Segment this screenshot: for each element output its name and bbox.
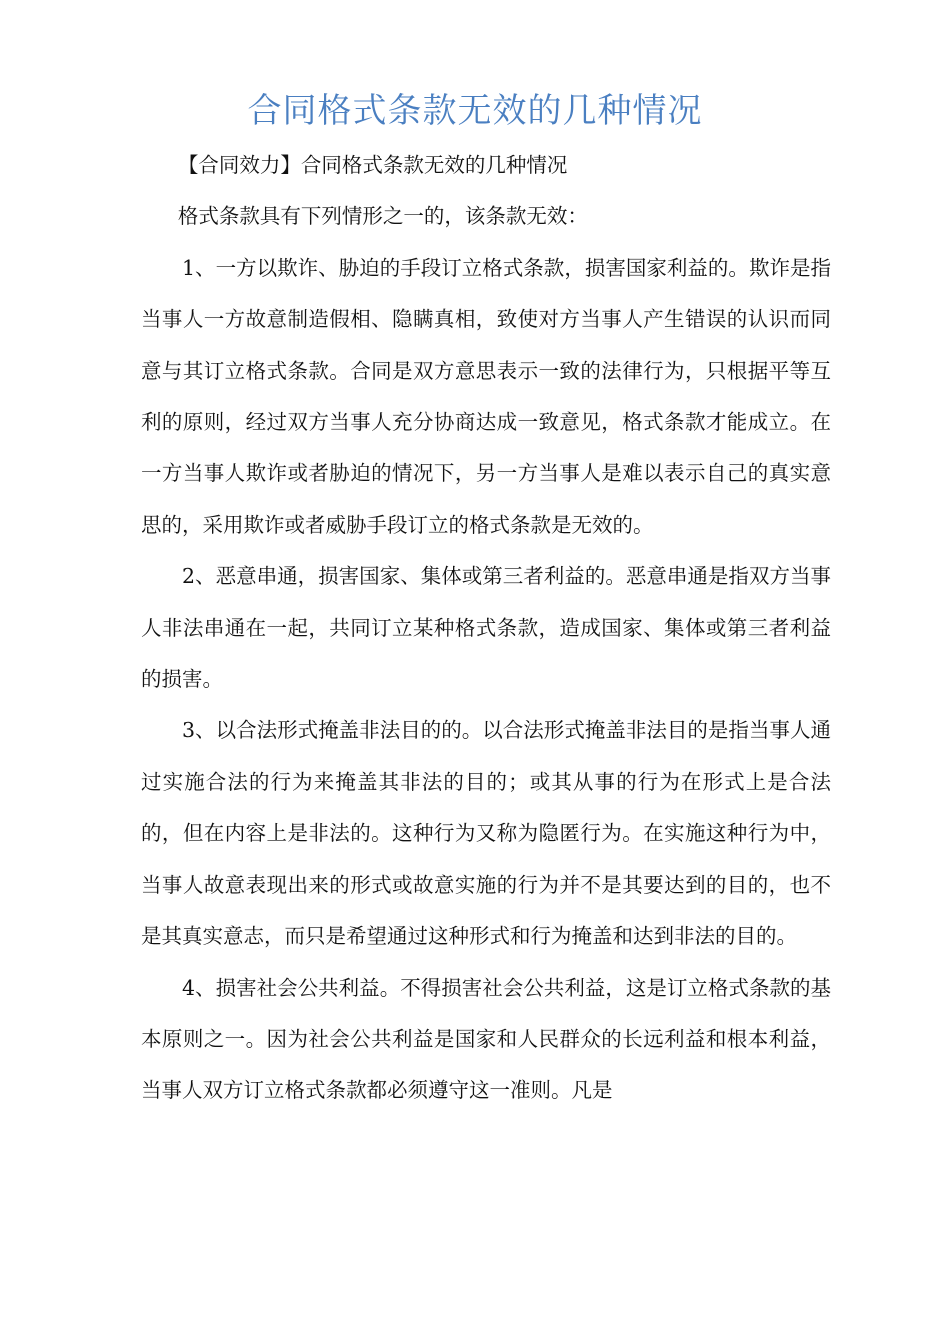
document-title: 合同格式条款无效的几种情况 [247, 91, 703, 131]
paragraph-item-4: 4、损害社会公共利益。不得损害社会公共利益，这是订立格式条款的基本原则之一。因为社会公共利益是国家和人民群众的长远利益和根本利益，当事人双方订立格式条款都必须遵守这一准则。凡是 [141, 975, 831, 1103]
paragraph-heading: 【合同效力】合同格式条款无效的几种情况 [177, 153, 568, 177]
document-body [141, 140, 831, 1117]
paragraph-item-2: 2、恶意串通，损害国家、集体或第三者利益的。恶意串通是指双方当事人非法串通在一起，共同订立某种格式条款，造成国家、集体或第三者利益的损害。 [141, 564, 831, 692]
paragraph-item-1: 1、一方以欺诈、胁迫的手段订立格式条款，损害国家利益的。欺诈是指当事人一方故意制造假相、隐瞒真相，致使对方当事人产生错误的认识而同意与其订立格式条款。合同是双方意思表示一致的法律行为，只根据平等互利的原则，经过双方当事人充分协商达成一致意见，格式条款才能成立。在一方当事人欺诈或者胁迫的情况下，另一方当事人是难以表示自己的真实意思的，采用欺诈或者威胁手段订立的格式条款是无效的。 [141, 255, 831, 537]
paragraph-item-3: 3、以合法形式掩盖非法目的的。以合法形式掩盖非法目的是指当事人通过实施合法的行为来掩盖其非法的目的；或其从事的行为在形式上是合法的，但在内容上是非法的。这种行为又称为隐匿行为。在实施这种行为中，当事人故意表现出来的形式或故意实施的行为并不是其要达到的目的，也不是其真实意志，而只是希望通过这种形式和行为掩盖和达到非法的目的。 [141, 718, 831, 949]
paragraph-intro: 格式条款具有下列情形之一的，该条款无效： [177, 204, 588, 229]
